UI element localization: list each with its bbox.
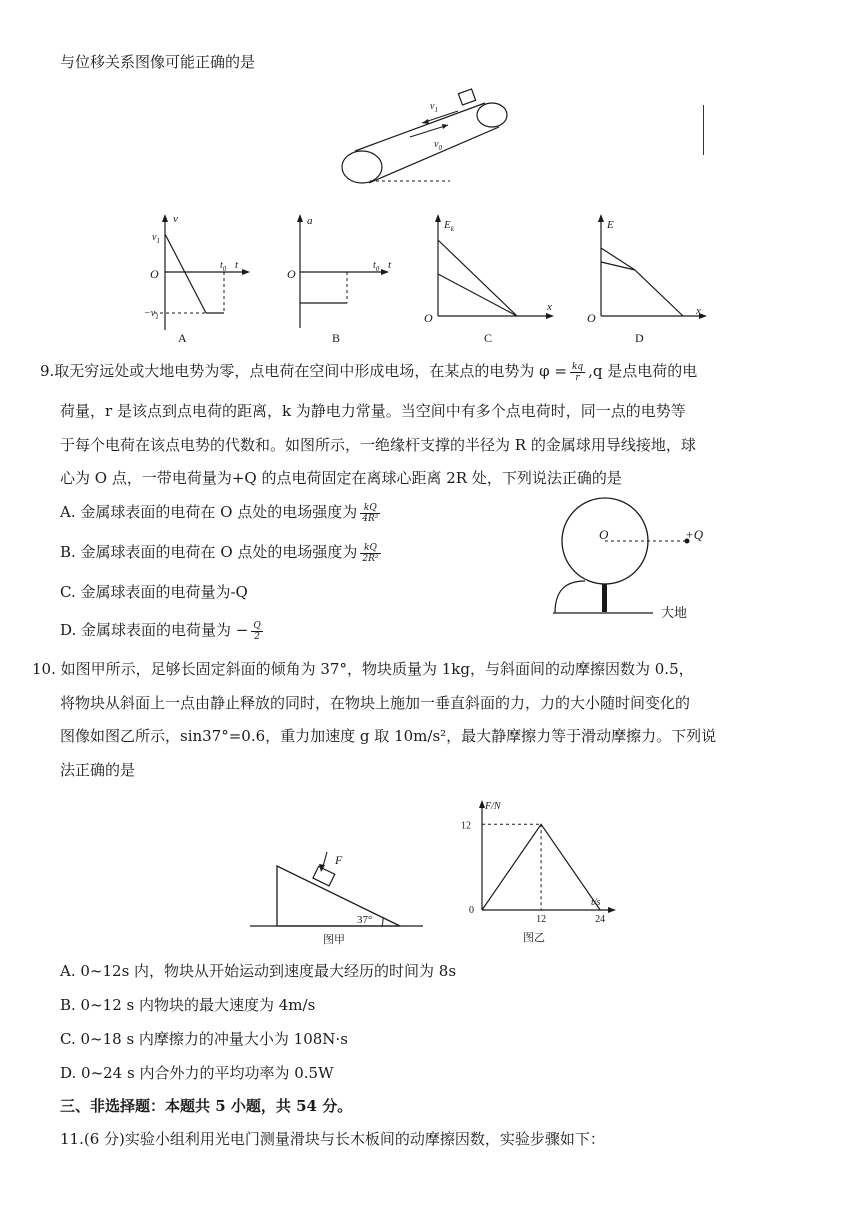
q9-option-b-fraction	[360, 543, 380, 564]
graph-c-y-label: $E_k$	[444, 219, 454, 233]
graph-a-v1-tick: $v_1$	[152, 232, 160, 245]
graph-d-x-label: x	[696, 305, 701, 317]
q10-option-b[interactable]: B. 0~12 s 内物块的最大速度为 4m/s	[60, 996, 316, 1014]
margin-mark	[703, 105, 704, 155]
graph-a-t0-tick: $t_0$	[220, 260, 227, 273]
phi-fraction-num: kq	[571, 361, 584, 372]
chart-caption: 图乙	[523, 932, 545, 944]
q9-option-a-text: A. 金属球表面的电荷在 O 点处的电场强度为	[60, 503, 358, 521]
phi-fraction-den: r	[575, 372, 580, 383]
belt-v1-label: $v_1$	[430, 101, 438, 114]
graph-a-caption: A	[178, 331, 187, 345]
phi-fraction	[570, 362, 585, 383]
graph-b-origin: O	[287, 267, 296, 281]
intro-text: 与位移关系图像可能正确的是	[60, 53, 256, 71]
incline-angle-label: 37°	[357, 914, 373, 926]
q9-option-b-text: B. 金属球表面的电荷在 O 点处的电场强度为	[60, 543, 358, 561]
chart-x-tick-24: 24	[595, 914, 606, 925]
graph-a-y-label: v	[173, 213, 178, 225]
q9-option-c[interactable]: C. 金属球表面的电荷量为-Q	[60, 583, 248, 601]
graph-a	[140, 210, 260, 350]
q9-option-d-text: D. 金属球表面的电荷量为 −	[60, 621, 249, 639]
graph-b	[285, 210, 405, 350]
q9-option-a-num: kQ	[360, 503, 380, 514]
q9-option-d[interactable]	[60, 620, 266, 642]
graph-a-x-label: t	[235, 259, 239, 271]
q9-option-d-den: 2	[254, 631, 260, 642]
q9-line-2: 荷量，r 是该点到点电荷的距离，k 为静电力常量。当空间中有多个点电荷时，同一点的电势等	[60, 402, 686, 420]
graph-b-caption: B	[332, 331, 341, 345]
graph-b-x-label: t	[388, 259, 392, 271]
q9-line-1-a: 9.取无穷远处或大地电势为零，点电荷在空间中形成电场，在某点的电势为 φ =	[40, 362, 567, 380]
q9-option-b-num: kQ	[360, 543, 380, 554]
chart-y-tick-12: 12	[461, 820, 471, 832]
q9-option-b-den: 2R²	[362, 553, 379, 564]
graph-c-x-label: x	[547, 301, 552, 313]
q9-option-a[interactable]	[60, 502, 383, 524]
chart-origin: 0	[469, 905, 474, 916]
ground-label: 大地	[661, 605, 688, 620]
q10-line-3: 图像如图乙所示，sin37°=0.6，重力加速度 g 取 10m/s²，最大静摩擦力等于滑动摩擦力。下列说	[60, 727, 717, 745]
graph-b-y-label: a	[307, 215, 313, 227]
q9-line-3: 于每个电荷在该点电势的代数和。如图所示，一绝缘杆支撑的半径为 R 的金属球用导线接地，球	[60, 436, 696, 454]
q9-line-1	[40, 361, 697, 383]
q10-line-2: 将物块从斜面上一点由静止释放的同时，在物块上施加一垂直斜面的力，力的大小随时间变化的	[60, 694, 691, 712]
graph-c-origin: O	[424, 311, 433, 325]
q9-option-a-den: 4R²	[362, 513, 379, 524]
q11-line-1: 11.(6 分)实验小组利用光电门测量滑块与长木板间的动摩擦因数，实验步骤如下：	[60, 1130, 605, 1148]
graph-a-neg-v1-tick: $-v_1$	[144, 308, 159, 321]
belt-v0-label: $v_0$	[434, 139, 442, 152]
chart-x-tick-12: 12	[536, 914, 547, 925]
q9-line-1-b: ,q 是点电荷的电	[588, 362, 698, 380]
graph-c	[420, 210, 560, 350]
graph-c-caption: C	[484, 331, 493, 345]
graph-d	[585, 210, 715, 350]
graph-a-origin: O	[150, 267, 159, 281]
graph-d-origin: O	[587, 311, 596, 325]
q10-line-1: 10. 如图甲所示，足够长固定斜面的倾角为 37°，物块质量为 1kg，与斜面间的动摩擦因数为 0.5，	[32, 660, 694, 678]
q9-option-b[interactable]	[60, 542, 384, 564]
section-3-heading: 三、非选择题：本题共 5 小题，共 54 分。	[60, 1097, 353, 1115]
sphere-figure	[545, 495, 745, 625]
incline-figure	[245, 840, 435, 950]
q10-option-c[interactable]: C. 0~18 s 内摩擦力的冲量大小为 108N·s	[60, 1030, 348, 1048]
q9-option-a-fraction	[360, 503, 380, 524]
force-time-chart	[455, 795, 625, 950]
q10-line-4: 法正确的是	[60, 761, 136, 779]
graph-d-caption: D	[635, 331, 644, 345]
chart-y-label: F/N	[485, 801, 501, 812]
sphere-center-label: O	[599, 527, 609, 542]
incline-caption: 图甲	[323, 934, 345, 946]
q10-option-d[interactable]: D. 0~24 s 内合外力的平均功率为 0.5W	[60, 1064, 334, 1082]
q9-option-d-num: Q	[253, 620, 261, 631]
chart-x-label: t/s	[591, 897, 601, 908]
graph-d-y-label: E	[607, 219, 614, 231]
graph-b-t0-tick: $t_0$	[373, 260, 380, 273]
q9-line-4: 心为 O 点，一带电荷量为+Q 的点电荷固定在离球心距离 2R 处，下列说法正确的是	[60, 469, 622, 487]
chart-x-arrow	[608, 907, 616, 913]
q9-option-d-fraction	[251, 621, 262, 642]
conveyor-belt-figure	[330, 85, 560, 190]
q10-option-a[interactable]: A. 0~12s 内，物块从开始运动到速度最大经历的时间为 8s	[60, 962, 457, 980]
incline-force-label: F	[335, 853, 343, 867]
point-charge-label: +Q	[685, 527, 704, 542]
